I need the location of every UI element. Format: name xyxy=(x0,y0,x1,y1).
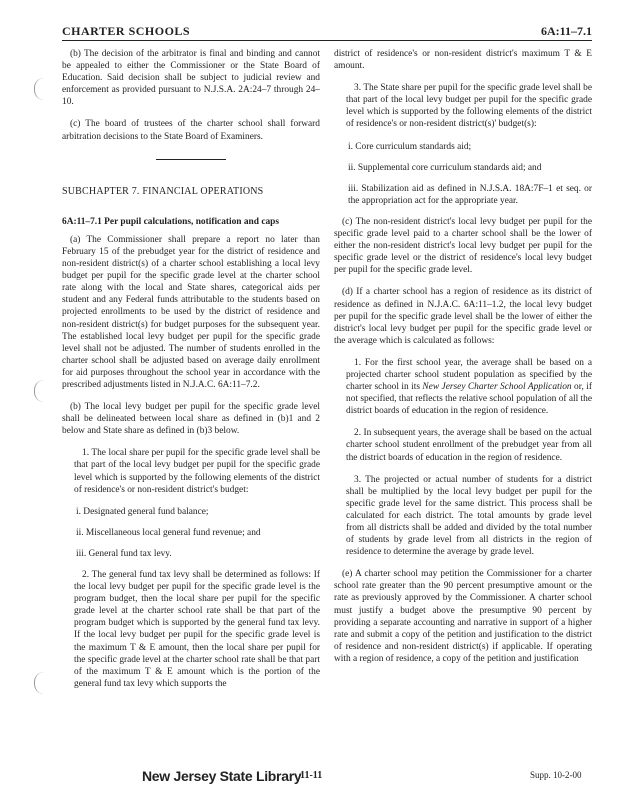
paragraph-c-board: (c) The board of trustees of the charter school shall forward arbitration decisions to the State Board of Examiners. xyxy=(62,119,320,142)
paragraph-3-state-share: 3. The State share per pupil for the specific grade level shall be that part of the local levy budget per pupil for the specific grade level which is supported by the following elements of the district of residence's or non-resident district(s)' budget(s): xyxy=(346,83,592,130)
paragraph-a-commissioner: (a) The Commissioner shall prepare a report no later than February 15 of the prebudget year for the district of residence and non-resident district(s) of a charter school establishing a local levy budget per pupil for the specific grade level at the charter school rate along with the local and State shares, categorical aids per student and any Federal funds attributable to the students based on projected enrollments to be used by the district of residence and non-resident district(s) for budget purposes for the subsequent year. The established local levy budget per pupil for the specific grade level shall not be adjusted. The number of students enrolled in the charter school shall be adjusted based on average daily enrollment for aid purposes throughout the school year in accordance with the prescribed adjustments listed in N.J.A.C. 6A:11–7.2. xyxy=(62,234,320,390)
paragraph-d2-subsequent-years: 2. In subsequent years, the average shall be based on the actual charter school student enrollment of the prebudget year from all the district boards of education in the region of residence. xyxy=(346,428,592,463)
paragraph-e-petition: (e) A charter school may petition the Commissioner for a charter school rate greater than the 90 percent presumptive amount or the rate as previously approved by the Commissioner. A charter school must justify a budget above the presumptive 90 percent by providing a separate accounting and narrative in support of a higher rate and submit a copy of the petition and justification to the district of residence and non-resident district(s) if applicable. If operating with a region of residence, a copy of the petition and justification xyxy=(334,569,592,664)
paragraph-b-local-levy: (b) The local levy budget per pupil for the specific grade level shall be delineated between local share as defined in (b)1 and 2 below and State share as defined in (b)3 below. xyxy=(62,402,320,437)
margin-mark xyxy=(34,672,45,694)
library-stamp: New Jersey State Library xyxy=(142,768,302,784)
d1-application-title: New Jersey Charter School Application xyxy=(422,382,572,393)
paragraph-d-region: (d) If a charter school has a region of residence as its district of residence as defined in N.J.A.C. 6A:11–1.2, the local levy budget per pupil for the specific grade level shall be the lower of either the district's local levy budget per pupil for the specific grade level or the average which is calculated as follows: xyxy=(334,287,592,346)
page-footer xyxy=(0,768,618,788)
paragraph-d1-first-year xyxy=(334,357,592,417)
paragraph-2-tax-levy: 2. The general fund tax levy shall be determined as follows: If the local levy budget per pupil for the specific grade level is the program budget, then the local share per pupil for the specific grade level at the charter school rate shall be that part of the program budget which is supported by the general fund tax levy. If the local levy budget per pupil for the specific grade level is the maximum T & E amount, then the local share per pupil for the specific grade level at the charter school rate shall be that part of the maximum T & E amount which is the portion of the general fund tax levy which supports the xyxy=(74,570,320,689)
right-column xyxy=(334,48,592,675)
supplement-date: Supp. 10-2-00 xyxy=(530,770,582,780)
paragraph-d3-projected: 3. The projected or actual number of students for a district shall be multiplied by the local levy budget per pupil for the specific grade level for the same district. This process shall be calculated for each district. The total amounts by grade level from all districts shall be added and divided by the total number of students by grade level from all districts in the region of residence to determine the average by grade level. xyxy=(346,474,592,558)
list-item: ii. Supplemental core curriculum standards aid; and xyxy=(348,162,542,173)
header-title: CHARTER SCHOOLS xyxy=(62,24,191,38)
subchapter-title: SUBCHAPTER 7. FINANCIAL OPERATIONS xyxy=(62,185,264,197)
margin-mark xyxy=(34,380,45,402)
running-header xyxy=(62,22,592,41)
list-item: iii. Stabilization aid as defined in N.J.S.A. 18A:7F–1 et seq. or the appropriation act for the appropriate year. xyxy=(348,183,592,206)
header-section-number: 6A:11–7.1 xyxy=(541,24,592,38)
d1-text-end: or, if not specified, that reflects the relative school population of all the district boards of education in the region of residence. xyxy=(346,382,593,417)
margin-mark xyxy=(34,78,45,100)
page-number: 11-11 xyxy=(300,770,323,781)
d1-text-start: 1. For the first school year, the average shall be based on a projected charter school student population as specified by the charter school in its xyxy=(346,357,592,393)
paragraph-b-arbitrator: (b) The decision of the arbitrator is final and binding and cannot be appealed to either the Commissioner or the State Board of Education. Said decision shall be subject to judicial review and enforcement as provided pursuant to N.J.S.A. 2A:24–7 through 24–10. xyxy=(62,49,320,108)
left-column xyxy=(62,48,320,700)
section-divider xyxy=(156,159,226,160)
list-item: i. Core curriculum standards aid; xyxy=(348,141,472,152)
section-heading: 6A:11–7.1 Per pupil calculations, notification and caps xyxy=(62,216,280,227)
list-item: ii. Miscellaneous local general fund revenue; and xyxy=(76,527,261,538)
list-item: iii. General fund tax levy. xyxy=(76,548,172,559)
list-item: i. Designated general fund balance; xyxy=(76,506,209,517)
paragraph-c-non-resident: (c) The non-resident district's local levy budget per pupil for the specific grade level paid to a charter school shall be the lower of either the non-resident district's local levy budget per pupil for the specific grade level or the district of residence's local levy budget per pupil for the specific grade level. xyxy=(334,216,592,276)
paragraph-continuation: district of residence's or non-resident district's maximum T & E amount. xyxy=(334,49,592,72)
paragraph-1-local-share: 1. The local share per pupil for the specific grade level shall be that part of the local levy budget per pupil for the specific grade level which is supported by the following elements of the district of residence's or non-resident district's budget: xyxy=(74,448,320,495)
